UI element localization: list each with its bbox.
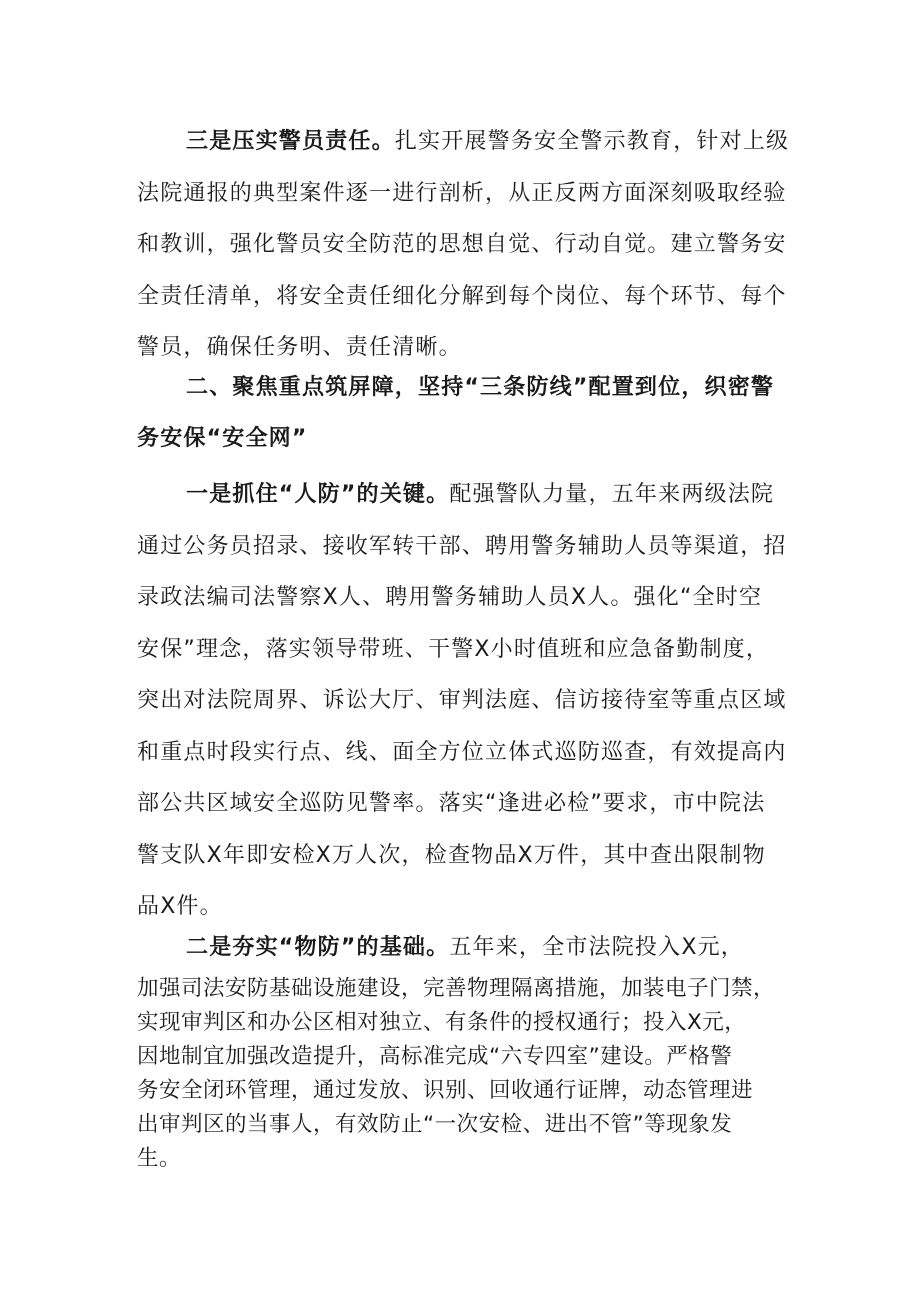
text-line: 和重点时段实行点、线、面全方位立体式巡防巡查，有效提高内 [137, 739, 787, 765]
text-line: 品X件。 [137, 894, 223, 919]
text-line: 通过公务员招录、接收军转干部、聘用警务辅助人员等渠道，招 [137, 533, 787, 559]
text-line: 因地制宜加强改造提升，高标准完成“六专四室”建设。严格警 [137, 1044, 733, 1069]
text-line: 生。 [137, 1146, 182, 1171]
text-line: 录政法编司法警察X人、聘用警务辅助人员X人。强化“全时空 [137, 585, 763, 610]
text-line: 五年来，全市法院投入X元， [449, 935, 745, 960]
paragraph-first-line [137, 469, 787, 521]
paragraph-physical-defense-first-line [137, 922, 787, 973]
text-line: 出审判区的当事人，有效防止“一次安检、进出不管”等现象发 [137, 1112, 733, 1137]
text-line: 配强警队力量，五年来两级法院 [449, 482, 775, 507]
paragraph-human-defense [137, 469, 787, 933]
text-line: 法院通报的典型案件逐一进行剖析，从正反两方面深刻吸取经验 [137, 180, 787, 206]
paragraph-first-line [137, 116, 790, 168]
text-line: 实现审判区和办公区相对独立、有条件的授权通行；投入X元， [137, 1010, 747, 1035]
heading-line: 二、聚焦重点筑屏障，坚持“三条防线”配置到位，织密警 [186, 375, 775, 400]
paragraph-lead: 一是抓住“人防”的关键。 [186, 482, 450, 507]
text-line: 加强司法安防基础设施建设，完善物理隔离措施，加装电子门禁， [137, 976, 776, 1001]
text-line: 部公共区域安全巡防见警率。落实“逢进必检”要求，市中院法 [137, 791, 766, 816]
paragraph-lead: 二是夯实“物防”的基础。 [186, 935, 450, 960]
paragraph-police-responsibility [137, 116, 790, 374]
paragraph-physical-defense-body [137, 972, 787, 1176]
text-line: 警员，确保任务明、责任清晰。 [137, 335, 462, 360]
text-line: 警支队X年即安检X万人次，检查物品X万件，其中查出限制物 [137, 842, 766, 868]
text-line: 全责任清单，将安全责任细化分解到每个岗位、每个环节、每个 [137, 283, 787, 309]
text-line: 扎实开展警务安全警示教育，针对上级 [394, 129, 790, 154]
heading-line: 务安保“安全网” [137, 426, 308, 451]
paragraph-lead: 三是压实警员责任。 [186, 129, 395, 154]
text-line: 务安全闭环管理，通过发放、识别、回收通行证牌，动态管理进 [137, 1078, 754, 1103]
paragraph-first-line [137, 922, 787, 973]
text-line: 突出对法院周界、诉讼大厅、审判法庭、信访接待室等重点区域 [137, 688, 787, 713]
text-line: 和教训，强化警员安全防范的思想自觉、行动自觉。建立警务安 [137, 232, 787, 257]
section-heading [137, 362, 787, 464]
text-line: 安保”理念，落实领导带班、干警X小时值班和应急备勤制度， [137, 636, 770, 662]
